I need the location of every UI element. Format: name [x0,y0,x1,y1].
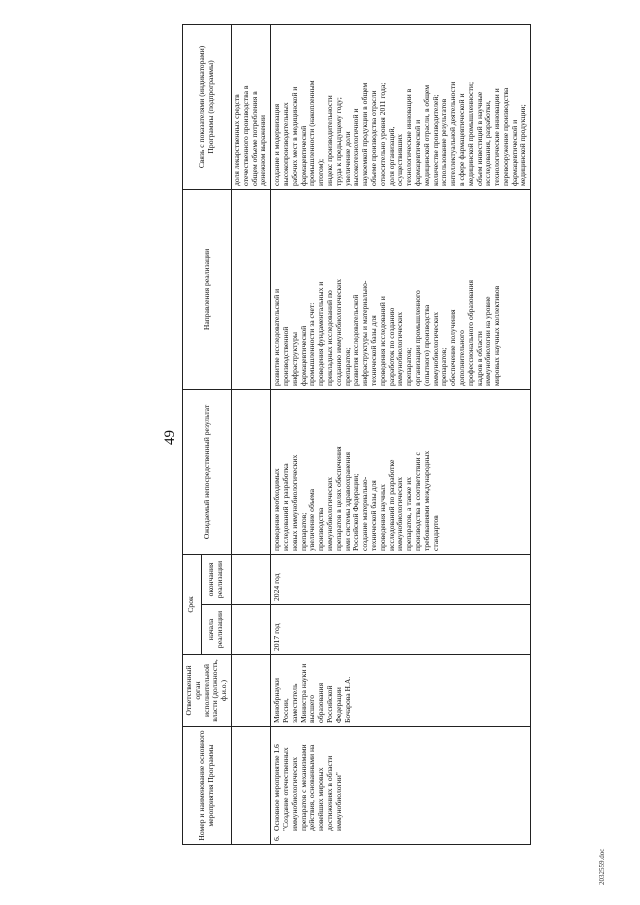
text-line: стандартов [430,515,440,551]
text-line: фармацевтической [298,125,308,186]
text-line: увеличение доли [342,131,352,186]
text-line: индекс производительности [324,95,334,186]
text-line: медицинской отрасли, в общем [421,84,431,186]
text-line: иммунобиологических [430,311,440,386]
text-line: проведения фундаментальных и [316,281,326,386]
text-line: фармацевтической и [509,119,519,186]
text-line: использование результатов [439,98,449,186]
rotated-page [20,5,620,885]
text-line: заместитель [289,683,299,723]
header-directions: Направления реализации [183,189,232,389]
text-line: производства [316,507,326,551]
header-start: начала реализации [201,605,231,655]
text-line: препаратов; [298,512,308,551]
header-term: Срок [183,554,202,654]
text-line: образования [316,682,326,723]
text-line: интеллектуальной деятельности [448,81,458,186]
text-line: препаратов; [404,347,414,386]
text-line: перевооружение производства [500,87,510,186]
text-line: прикладных исследований по [324,290,334,386]
text-line: препаратов с механизмами [298,744,308,831]
text-line: технической базы для [368,480,378,551]
text-line: препаратов, а также их [404,476,414,551]
text-line: объеме производства отрасли [368,90,378,186]
text-line: обеспечение получения [448,309,458,386]
text-line: организации промышленного [412,290,422,386]
end-cell: 2024 год [271,554,531,604]
text-line: иммунобиологии" [333,772,343,831]
event-text [273,730,343,831]
text-line: инфраструктуры и материально- [360,280,370,386]
text-line: новейших мировых [316,767,326,831]
text-line: Бочарова Н.А. [342,676,352,723]
text-line: действия, основанными на [307,744,317,831]
text-line: кадров в области [474,331,484,386]
header-result: Ожидаемый непосредственный результат [183,389,232,554]
header-end: окончания реализации [201,554,231,604]
text-line: количестве производителей; [430,94,440,186]
text-line: денежном выражении [258,115,268,186]
text-line: России, [280,698,290,723]
text-line: рабочих мест в медицинской и [289,86,299,186]
text-line: технологические инновации и [492,88,502,186]
directions-cell [271,189,531,389]
link-cell [271,24,531,189]
text-line: отечественного производства в [240,85,250,186]
text-line: производства в соответствии с [412,452,422,551]
row-number: 6. [272,835,282,841]
text-line: исследований по разработке [386,459,396,551]
text-line: Министра науки и [298,663,308,723]
text-line: осуществивших [395,133,405,186]
text-line: иммунобиологических [395,311,405,386]
program-table [182,24,531,845]
text-line: увеличение объема [307,488,317,551]
text-line: итогом); [316,158,326,186]
text-line: в сфере фармацевтической и [456,93,466,186]
text-line: инфраструктуры [289,331,299,386]
text-line: иммунобиологических [324,476,334,551]
text-line: фармацевтической [298,325,308,386]
text-line: Федерации [333,687,343,723]
text-line: доля организаций, [386,126,396,186]
text-line: технологические инновации в [404,88,414,186]
text-line: создание материально- [360,476,370,551]
header-link: Связь с показателями (индикаторами) Программы (подпрограммы) [183,24,232,189]
text-line: Минобрнауки [272,678,282,723]
text-line: развития исследовательской [351,294,361,386]
text-line: промышленности (накопленным [307,80,317,186]
text-line: объем инвестиций в научные [474,91,484,186]
text-line: фармацевтической и [412,119,422,186]
text-line: препаратов в целях обеспечения [333,446,343,551]
text-line: доля лекарственных средств [231,94,241,186]
text-line: относительно уровня 2011 года; [377,82,387,186]
text-line: технической базы для [368,315,378,386]
text-line: мировых научных коллективов [492,285,502,386]
start-cell: 2017 год [271,605,531,655]
text-line: труда к предыдущему году; [333,97,343,186]
text-line: иммунобиологических [289,756,299,831]
text-line: Российской Федерации; [351,473,361,551]
text-line: общем объеме потребления в [249,91,259,186]
text-line: медицинской продукции; [518,104,528,186]
text-line: высокопроизводительных [280,102,290,186]
page-number: 49 [162,430,178,445]
header-responsible: Ответственный орган исполнительной власти (должность, ф.и.о.) [183,655,232,727]
text-line: достижениях в области [324,755,334,831]
table-row [271,24,531,844]
text-line: ими системы здравоохранения [342,452,352,551]
text-line: Основное мероприятие 1.6 [272,744,282,831]
continuation-indicator-cell [231,24,270,189]
text-line: новых иммунобиологических [289,454,299,551]
text-line: требованиями международных [421,450,431,551]
text-line: иммунобиологии на уровне [483,296,493,386]
event-cell [271,727,531,845]
text-line: проведения исследований и [377,296,387,386]
text-line: развитие исследовательской и [272,288,282,386]
text-line: наукоемкой продукции в общем [360,82,370,186]
responsible-cell [271,655,531,727]
text-line: препаратов; [439,347,449,386]
text-line: дополнительного [456,330,466,386]
result-cell [271,389,531,554]
text-line: препаратов; [342,347,352,386]
text-line: иммунобиологических [395,476,405,551]
text-line: разработок по созданию [386,307,396,386]
text-line: проведения научных [377,484,387,551]
text-line: высокотехнологичной и [351,108,361,186]
text-line: производственной [280,326,290,386]
text-line: исследования, разработки, [483,100,493,186]
footer-file-code: 2032559.doc [598,848,606,885]
text-line: профессионального образования [465,279,475,386]
text-line: медицинской промышленности; [465,81,475,186]
text-line: промышленности за счет: [307,302,317,386]
text-line: Российской [324,685,334,723]
continuation-row [231,24,270,844]
header-event: Номер и наименование основного мероприятия Программы [183,727,232,845]
text-line: высшего [307,695,317,723]
text-line: создание и модернизация [272,103,282,186]
text-line: созданию иммунобиологических [333,279,343,386]
text-line: (опытного) производства [421,304,431,386]
text-line: исследований и разработка [280,463,290,551]
text-line: проведение необходимых [272,468,282,551]
text-line: "Создание отечественных [280,747,290,831]
